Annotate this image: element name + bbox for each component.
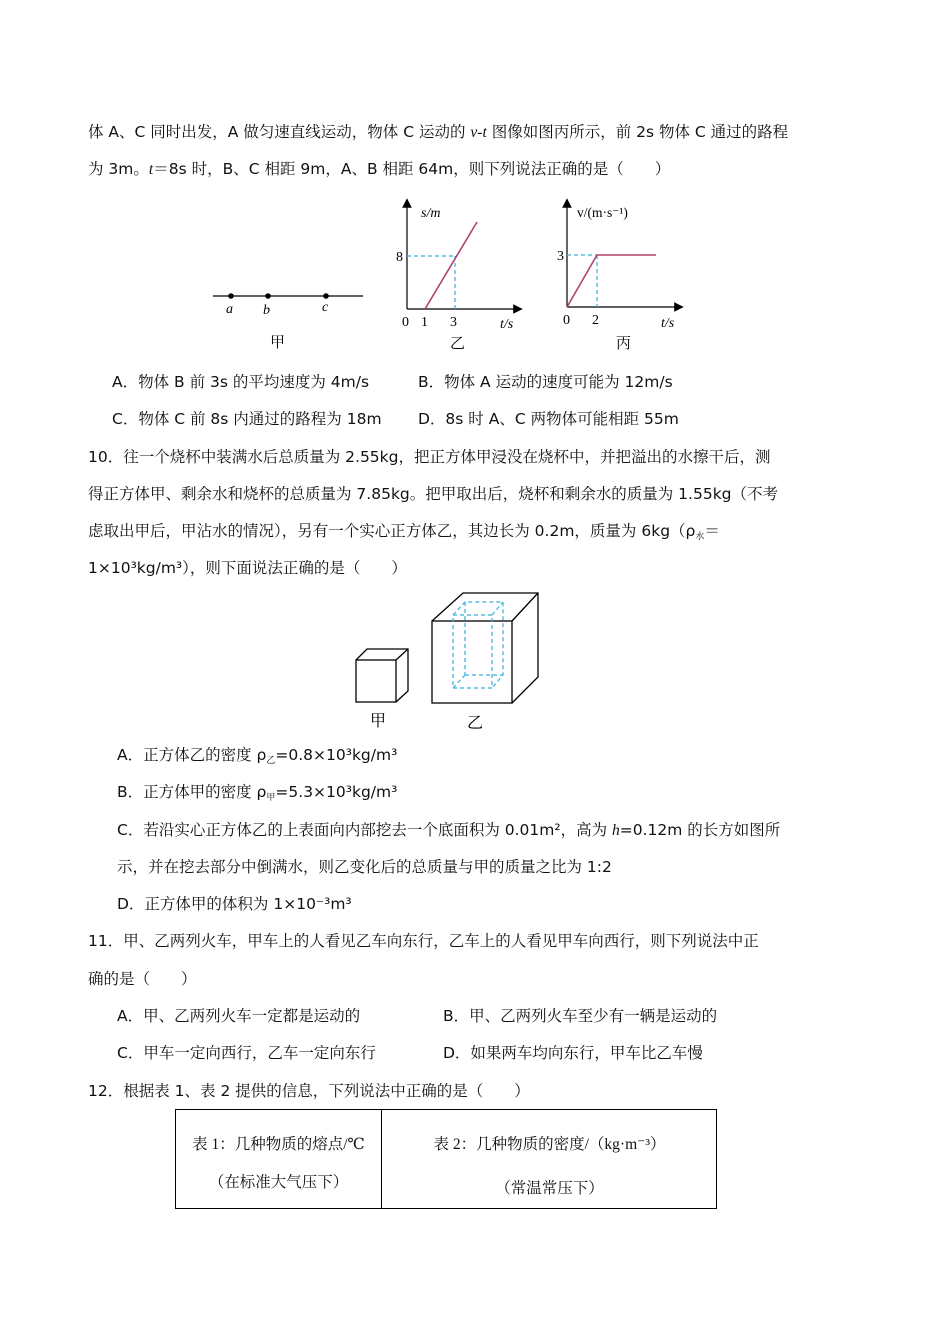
label-c: c: [322, 300, 329, 315]
q11-option-b[interactable]: B．甲、乙两列火车至少有一辆是运动的: [443, 1007, 718, 1025]
point-b: [265, 293, 271, 299]
yi-origin: 0: [402, 315, 409, 330]
yi-xlabel: t/s: [500, 317, 514, 332]
q11-option-c[interactable]: C．甲车一定向西行，乙车一定向东行: [117, 1044, 376, 1062]
table2-title: 表 2：几种物质的密度/（kg·m⁻³）: [433, 1136, 666, 1153]
q10-option-c-line2[interactable]: 示，并在挖去部分中倒满水，则乙变化后的总质量与甲的质量之比为 1:2: [117, 858, 612, 876]
q10-option-b[interactable]: B．正方体甲的密度 $\rho_甲=5.3\times 10^3kg/m^3$: [117, 783, 398, 803]
cube-cavity: [453, 602, 503, 688]
bing-origin: 0: [563, 313, 570, 328]
q9-option-a[interactable]: A．物体 B 前 3s 的平均速度为 4m/s: [112, 373, 370, 391]
table1-subtitle: （在标准大气压下）: [208, 1174, 349, 1191]
cube-jia: [356, 649, 408, 702]
q9-stem-line1: 体 A、C 同时出发，A 做匀速直线运动，物体 C 运动的 v-t 图像如图丙所示，前 2s 物体 C 通过的路程: [88, 123, 789, 141]
q10-option-c-line1[interactable]: C．若沿实心正方体乙的上表面向内部挖去一个底面积为 0.01m²，高为 h=0.12m 的长方如图所: [117, 821, 781, 839]
q10-option-a[interactable]: A．正方体乙的密度 $\rho_乙=0.8\times 10^3kg/m^3$: [117, 746, 398, 766]
st-line: [425, 222, 477, 309]
q11-option-d[interactable]: D．如果两车均向东行，甲车比乙车慢: [443, 1044, 703, 1062]
caption-bing: 丙: [616, 336, 632, 352]
svg-text:s/m: [421, 206, 440, 221]
yi-ytick-8: 8: [396, 250, 403, 265]
bing-xtick-2: 2: [592, 313, 599, 328]
q11-stem-line2: 确的是（ ）: [88, 970, 197, 988]
q10-stem-line3: 虑取出甲后，甲沾水的情况），另有一个实心正方体乙，其边长为 0.2m，质量为 $6kg(\rho_水=$: [88, 522, 720, 542]
q12-table: [175, 1109, 717, 1209]
q9-stem-line2: 为 3m。t＝8s 时，B、C 相距 9m，A、B 相距 64m，则下列说法正确的是（ ）: [88, 160, 671, 178]
figure-jia-number-line: [205, 280, 375, 360]
q10-option-d[interactable]: D．正方体甲的体积为 1×10⁻³m³: [117, 895, 352, 913]
figure-yi-st-graph: [390, 195, 530, 357]
q11-stem-line1: 11．甲、乙两列火车，甲车上的人看见乙车向东行，乙车上的人看见甲车向西行，则下列说法中正: [88, 932, 759, 950]
label-a: a: [226, 302, 233, 317]
caption-jia: 甲: [270, 335, 286, 351]
yi-xtick-3: 3: [450, 315, 457, 330]
table1-title: 表 1：几种物质的熔点/℃: [192, 1136, 365, 1153]
q9-option-d[interactable]: D．8s 时 A、C 两物体可能相距 55m: [418, 410, 679, 428]
q9-option-c[interactable]: C．物体 C 前 8s 内通过的路程为 18m: [112, 410, 382, 428]
point-c: [323, 293, 329, 299]
cube-yi: [432, 593, 538, 703]
caption-cube-yi: 乙: [467, 715, 484, 732]
bing-ylabel: v/(m·s⁻¹): [577, 205, 628, 220]
label-b: b: [263, 303, 270, 318]
point-a: [228, 293, 234, 299]
q12-stem: 12．根据表 1、表 2 提供的信息，下列说法中正确的是（ ）: [88, 1082, 530, 1100]
q11-option-a[interactable]: A．甲、乙两列火车一定都是运动的: [117, 1007, 361, 1025]
figure-cubes: [345, 585, 555, 735]
q10-stem-line1: 10．往一个烧杯中装满水后总质量为 2.55kg，把正方体甲浸没在烧杯中，并把溢出的水擦干后，测: [88, 448, 771, 466]
bing-ytick-3: 3: [557, 249, 564, 264]
table2-subtitle: （常温常压下）: [495, 1180, 604, 1197]
q10-stem-line4: 1×10³kg/m³），则下面说法正确的是（ ）: [88, 559, 407, 577]
yi-xtick-1: 1: [421, 315, 428, 330]
caption-cube-jia: 甲: [370, 713, 387, 730]
caption-yi: 乙: [450, 336, 466, 352]
vt-line: [567, 255, 656, 307]
q9-option-b[interactable]: B．物体 A 运动的速度可能为 12m/s: [418, 373, 673, 391]
yi-ylabel: s/m: [421, 206, 441, 221]
bing-xlabel: t/s: [661, 316, 675, 331]
figure-bing-vt-graph: [553, 195, 693, 357]
q10-stem-line2: 得正方体甲、剩余水和烧杯的总质量为 7.85kg。把甲取出后，烧杯和剩余水的质量为 1.55kg（不考: [88, 485, 779, 503]
